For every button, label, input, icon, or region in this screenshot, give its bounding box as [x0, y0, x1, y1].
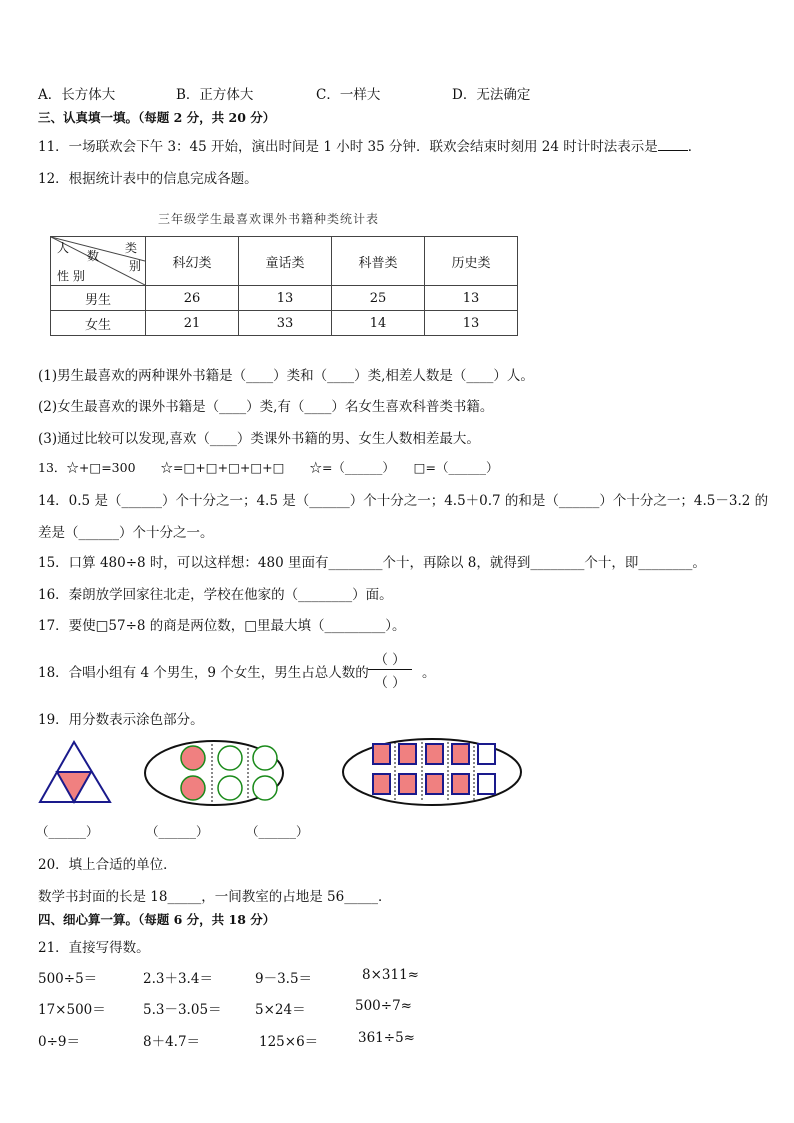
cell: 14	[332, 311, 425, 336]
corner-label-people: 人	[57, 241, 70, 255]
cell: 13	[425, 311, 518, 336]
question-14-line1: 14．0.5 是（______）个十分之一；4.5 是（______）个十分之一；4.5＋0.7 的和是（______）个十分之一；4.5－3.2 的	[38, 493, 769, 509]
corner-label-category: 类	[125, 241, 138, 255]
question-11-text: 11．一场联欢会下午 3：45 开始，演出时间是 1 小时 35 分钟．联欢会结束时刻用 24 时计时法表示是	[38, 139, 658, 155]
oval-circles-figure	[142, 738, 292, 808]
answer-blank-2: （______）	[146, 824, 209, 839]
cell: 33	[239, 311, 332, 336]
question-16: 16．秦朗放学回家往北走，学校在他家的（________）面。	[38, 587, 393, 603]
calc-item: 17×500＝	[38, 1002, 106, 1018]
option-b: B．正方体大	[176, 87, 254, 103]
header-scifi: 科幻类	[146, 237, 239, 286]
cell: 26	[146, 286, 239, 311]
header-fairy-tale: 童话类	[239, 237, 332, 286]
corner-label-gender: 性 别	[57, 269, 85, 283]
calc-item: 5.3－3.05＝	[143, 1002, 222, 1018]
cell: 21	[146, 311, 239, 336]
fraction-denominator: （ ）	[374, 675, 406, 691]
answer-blank	[658, 138, 688, 151]
question-17: 17．要使□57÷8 的商是两位数，□里最大填（_________）。	[38, 618, 406, 634]
calc-item: 9－3.5＝	[255, 971, 313, 987]
question-12-1: (1)男生最喜欢的两种课外书籍是（____）类和（____）类,相差人数是（____）人。	[38, 368, 534, 384]
calc-item: 8×311≈	[362, 967, 419, 983]
calc-item: 500÷5＝	[38, 971, 98, 987]
cell: 25	[332, 286, 425, 311]
table-title: 三年级学生最喜欢课外书籍种类统计表	[158, 212, 380, 226]
table-row-boys	[51, 286, 518, 311]
question-13: 13．☆+□=300 ☆=□+□+□+□+□ ☆=（______） □=（______）	[38, 460, 499, 475]
cell: 13	[425, 286, 518, 311]
question-21: 21．直接写得数。	[38, 940, 150, 956]
section-3-heading: 三、认真填一填。（每题 2 分，共 20 分）	[38, 110, 276, 125]
calc-item: 0÷9＝	[38, 1034, 80, 1050]
question-12: 12．根据统计表中的信息完成各题。	[38, 171, 258, 187]
corner-label-right: 别	[129, 259, 142, 273]
header-history: 历史类	[425, 237, 518, 286]
calc-item: 500÷7≈	[355, 998, 412, 1014]
option-d: D．无法确定	[452, 87, 531, 103]
row-label: 女生	[51, 311, 146, 336]
triangle-figure	[36, 738, 120, 806]
question-14-line2: 差是（______）个十分之一。	[38, 525, 214, 541]
cell: 13	[239, 286, 332, 311]
oval-squares-figure	[340, 736, 526, 808]
corner-label-count: 数	[87, 249, 100, 263]
calc-item: 125×6＝	[259, 1034, 319, 1050]
fraction-numerator: （ ）	[374, 652, 406, 668]
section-4-heading: 四、细心算一算。（每题 6 分，共 18 分）	[38, 912, 276, 927]
option-c: C．一样大	[316, 87, 381, 103]
question-12-2: (2)女生最喜欢的课外书籍是（____）类,有（____）名女生喜欢科普类书籍。	[38, 399, 494, 415]
calc-item: 2.3＋3.4＝	[143, 971, 213, 987]
option-a: A．长方体大	[38, 87, 116, 103]
header-science: 科普类	[332, 237, 425, 286]
question-12-3: (3)通过比较可以发现,喜欢（____）类课外书籍的男、女生人数相差最大。	[38, 431, 480, 447]
question-19: 19．用分数表示涂色部分。	[38, 712, 204, 728]
question-18: 18．合唱小组有 4 个男生，9 个女生，男生占总人数的	[38, 665, 369, 681]
answer-blank-1: （______）	[36, 824, 99, 839]
calc-item: 5×24＝	[255, 1002, 306, 1018]
question-15: 15．口算 480÷8 时，可以这样想：480 里面有________个十，再除以 8，就得到________个十，即________。	[38, 555, 706, 571]
question-20: 20．填上合适的单位．	[38, 857, 177, 873]
table-row-girls	[51, 311, 518, 336]
fraction-bar	[368, 669, 412, 670]
question-20-line: 数学书封面的长是 18_____，一间教室的占地是 56_____．	[38, 889, 392, 905]
answer-blank-3: （______）	[246, 824, 309, 839]
row-label: 男生	[51, 286, 146, 311]
question-11: 11．一场联欢会下午 3：45 开始，演出时间是 1 小时 35 分钟．联欢会结束时刻用 24 时计时法表示是 ．	[38, 139, 702, 155]
calc-item: 361÷5≈	[358, 1030, 415, 1046]
table-corner-cell	[51, 237, 146, 286]
stat-table	[50, 236, 518, 336]
fraction-blank	[368, 648, 412, 691]
question-18-end: 。	[422, 665, 436, 681]
calc-item: 8＋4.7＝	[143, 1034, 201, 1050]
